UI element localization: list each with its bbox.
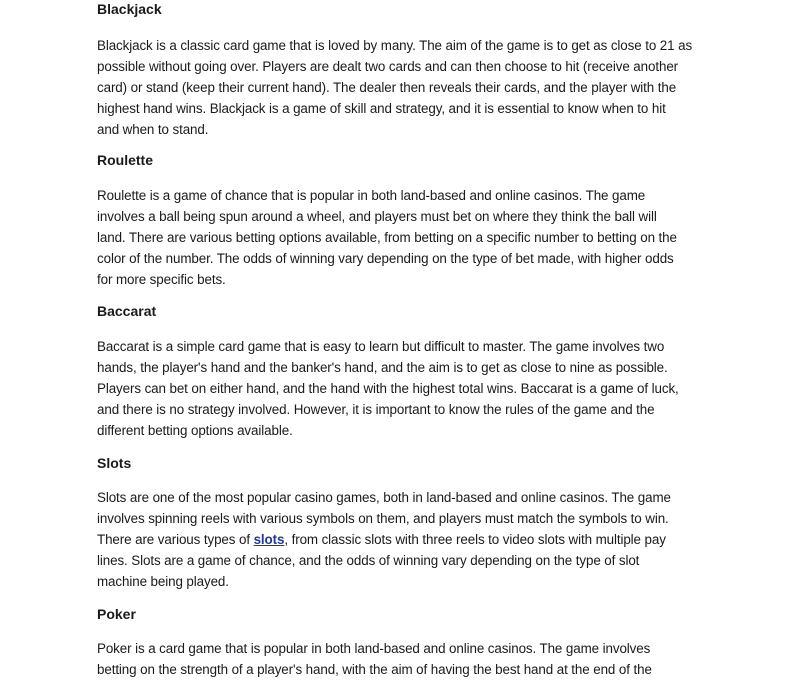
text-before-link: There are various types of — [97, 532, 254, 547]
text-line: machine being played. — [97, 574, 229, 589]
text-line: for more specific bets. — [97, 272, 226, 287]
heading-slots: Slots — [97, 455, 132, 471]
text-line: Baccarat is a simple card game that is easy to learn but difficult to master. The game involves two — [97, 339, 665, 354]
paragraph-baccarat — [97, 336, 709, 441]
text-line: Players can bet on either hand, and the hand with the highest total wins. Baccarat is a game of luck, — [97, 381, 679, 396]
text-line: Slots are one of the most popular casino games, both in land-based and online casinos. The game — [97, 490, 671, 505]
heading-blackjack: Blackjack — [97, 1, 162, 17]
text-line: involves a ball being spun around a wheel, and players must bet on where they think the ball will — [97, 209, 657, 224]
slots-link[interactable]: slots — [253, 532, 285, 547]
paragraph-roulette — [97, 185, 709, 290]
text-line: Poker is a card game that is popular in both land-based and online casinos. The game involves — [97, 641, 651, 656]
text-line: lines. Slots are a game of chance, and the odds of winning vary depending on the type of slot — [97, 553, 640, 568]
heading-baccarat: Baccarat — [97, 303, 157, 319]
paragraph-slots — [97, 487, 709, 592]
text-line: involves spinning reels with various symbols on them, and players must match the symbols to win. — [97, 511, 669, 526]
text-line: and when to stand. — [97, 122, 209, 137]
paragraph-blackjack — [97, 35, 709, 140]
heading-poker: Poker — [97, 606, 136, 622]
text-line: Blackjack is a classic card game that is loved by many. The aim of the game is to get as close to 21 as — [97, 38, 693, 53]
text-line: highest hand wins. Blackjack is a game of skill and strategy, and it is essential to know when to hit — [97, 101, 666, 116]
text-line: and there is no strategy involved. However, it is important to know the rules of the game and the — [97, 402, 655, 417]
text-line: Roulette is a game of chance that is popular in both land-based and online casinos. The game — [97, 188, 646, 203]
text-line: color of the number. The odds of winning vary depending on the type of bet made, with higher odds — [97, 251, 674, 266]
text-line: hands, the player's hand and the banker's hand, and the aim is to get as close to nine as possible. — [97, 360, 668, 375]
heading-roulette: Roulette — [97, 152, 153, 168]
text-line: land. There are various betting options available, from betting on a specific number to betting on the — [97, 230, 677, 245]
text-line: card) or stand (keep their current hand). The dealer then reveals their cards, and the player with the — [97, 80, 677, 95]
text-after-link: , from classic slots with three reels to video slots with multiple pay — [284, 532, 666, 547]
paragraph-poker — [97, 638, 709, 680]
text-line: different betting options available. — [97, 423, 293, 438]
text-line-with-link — [97, 529, 709, 550]
text-line: possible without going over. Players are dealt two cards and can then choose to hit (receive another — [97, 59, 679, 74]
text-line: betting on the strength of a player's hand, with the aim of having the best hand at the end of the — [97, 662, 652, 677]
